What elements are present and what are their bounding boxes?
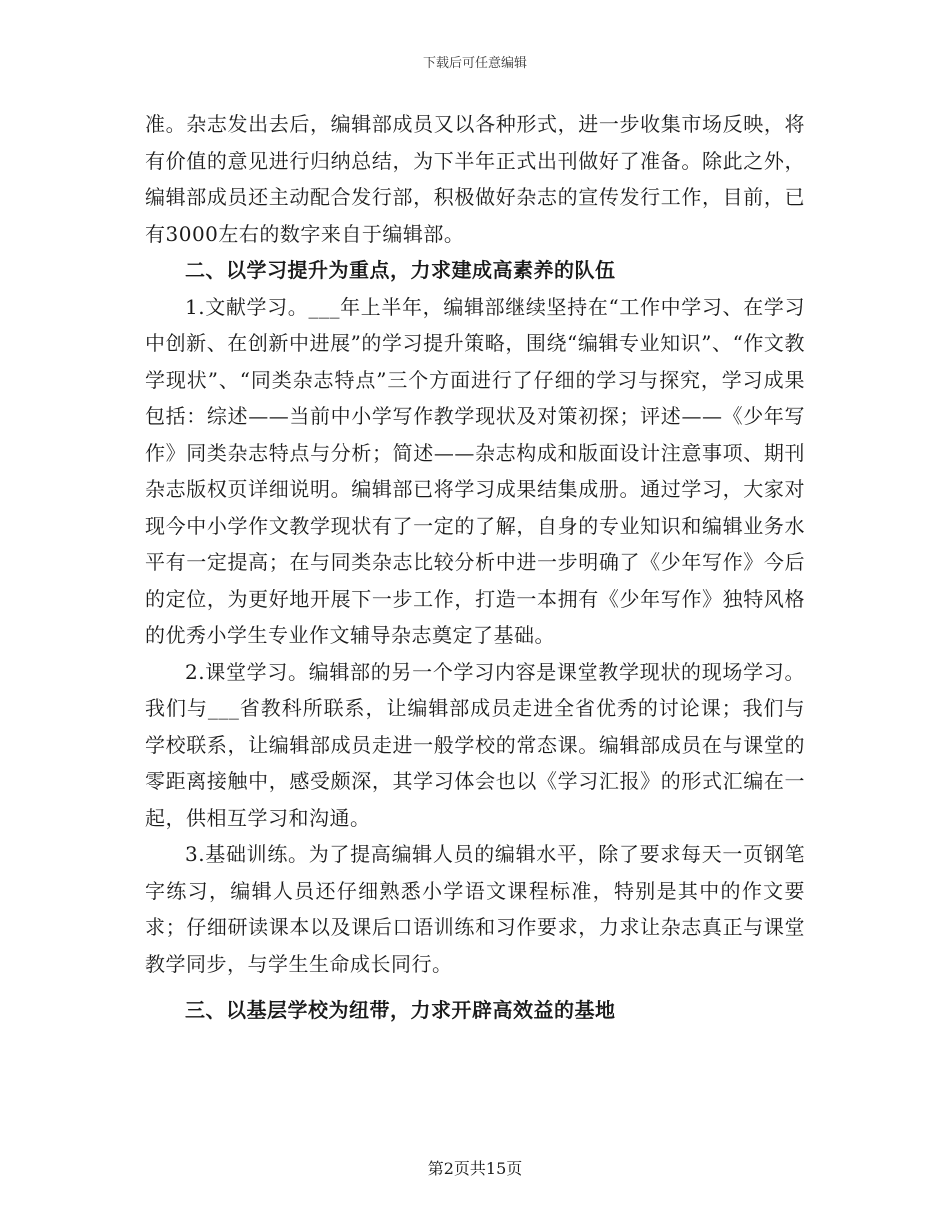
section-heading-3: 三、以基层学校为纽带，力求开辟高效益的基地 <box>185 998 616 1022</box>
paragraph-continuation: 准。杂志发出去后，编辑部成员又以各种形式，进一步收集市场反映，将有价值的意见进行归纳总结，为下半年正式出刊做好了准备。除此之外，编辑部成员还主动配合发行部，积极做好杂志的宣传发行工作，目前，已有3000左右的数字来自于编辑部。 <box>145 112 805 246</box>
document-body <box>145 106 805 1029</box>
page-footer: 第2页共15页 <box>427 1159 523 1178</box>
section-heading-2: 二、以学习提升为重点，力求建成高素养的队伍 <box>185 258 616 282</box>
paragraph-classroom-study: 2.课堂学习。编辑部的另一个学习内容是课堂教学现状的现场学习。我们与___省教科所联系，让编辑部成员走进全省优秀的讨论课；我们与学校联系，让编辑部成员走进一般学校的常态课。编辑部成员在与课堂的零距离接触中，感受颇深，其学习体会也以《学习汇报》的形式汇编在一起，供相互学习和沟通。 <box>145 659 805 830</box>
paragraph-literature-study: 1.文献学习。___年上半年，编辑部继续坚持在“工作中学习、在学习中创新、在创新中进展”的学习提升策略，围绕“编辑专业知识”、“作文教学现状”、“同类杂志特点”三个方面进行了仔细的学习与探究，学习成果包括：综述——当前中小学写作教学现状及对策初探；评述——《少年写作》同类杂志特点与分析；简述——杂志构成和版面设计注意事项、期刊杂志版权页详细说明。编辑部已将学习成果结集成册。通过学习，大家对现今中小学作文教学现状有了一定的了解，自身的专业知识和编辑业务水平有一定提高；在与同类杂志比较分析中进一步明确了《少年写作》今后的定位，为更好地开展下一步工作，打造一本拥有《少年写作》独特风格的优秀小学生专业作文辅导杂志奠定了基础。 <box>145 294 805 647</box>
page-header: 下载后可任意编辑 <box>422 56 527 71</box>
paragraph-basic-training: 3.基础训练。为了提高编辑人员的编辑水平，除了要求每天一页钢笔字练习，编辑人员还仔细熟悉小学语文课程标准，特别是其中的作文要求；仔细研读课本以及课后口语训练和习作要求，力求让杂志真正与课堂教学同步，与学生生命成长同行。 <box>145 842 805 976</box>
